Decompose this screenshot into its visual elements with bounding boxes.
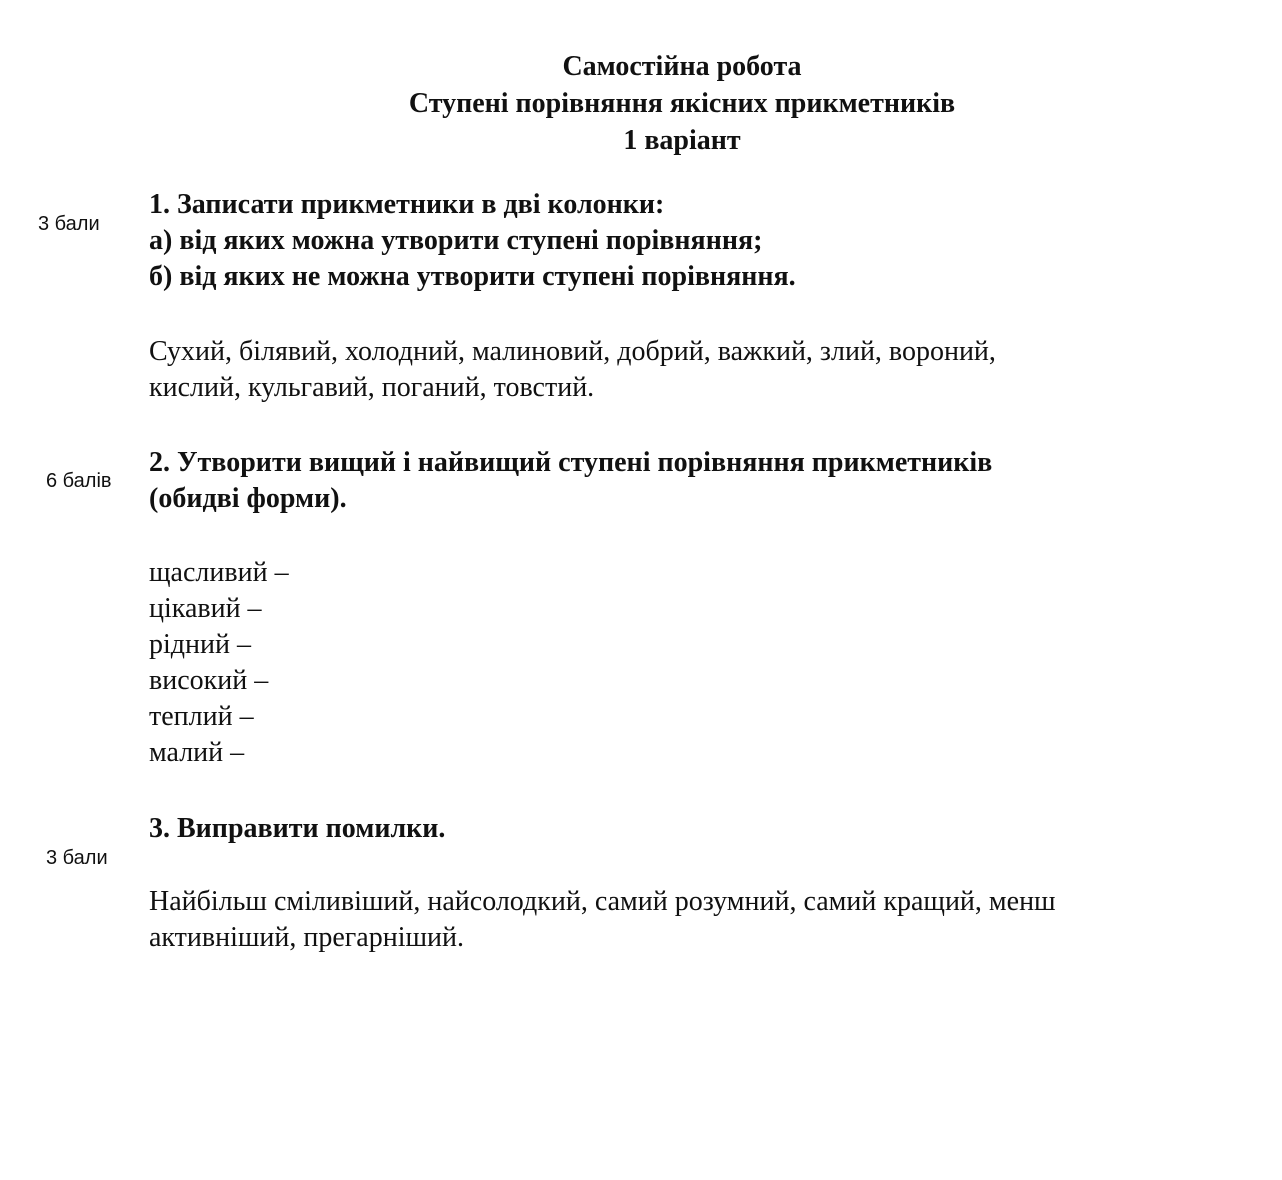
task-2-word-item: цікавий – [149, 593, 262, 624]
task-2-points: 6 балів [46, 470, 112, 492]
task-3-sentence [149, 884, 1239, 956]
task-2-word-list [149, 555, 1239, 771]
task-1-heading: 1. Записати прикметники в дві колонки: [149, 189, 665, 220]
task-2-word-item: високий – [149, 665, 269, 696]
task-1-word-list [149, 334, 1239, 406]
task-2-heading-continued: (обидві форми). [149, 483, 347, 514]
task-1-word-line: кислий, кульгавий, поганий, товстий. [149, 372, 595, 403]
task-1-instructions [149, 187, 1239, 295]
task-2-word-item: малий – [149, 737, 245, 768]
task-1-word-line: Сухий, білявий, холодний, малиновий, добрий, важкий, злий, вороний, [149, 336, 996, 367]
task-2-word-item: рідний – [149, 629, 251, 660]
task-1-option-a: а) від яких можна утворити ступені порівняння; [149, 225, 763, 256]
task-2-instructions [149, 445, 1239, 517]
task-3-points: 3 бали [46, 847, 108, 869]
document-subtitle: Ступені порівняння якісних прикметників [408, 88, 956, 119]
task-3-heading: 3. Виправити помилки. [149, 813, 446, 844]
task-2-word-item: теплий – [149, 701, 254, 732]
document-title: Самостійна робота [562, 51, 802, 82]
task-1-points: 3 бали [38, 213, 100, 235]
task-3-sentence-line: активніший, прегарніший. [149, 922, 465, 953]
task-2-heading: 2. Утворити вищий і найвищий ступені порівняння прикметників [149, 447, 993, 478]
task-3-instructions [149, 811, 1239, 847]
task-3-sentence-line: Найбільш сміливіший, найсолодкий, самий розумний, самий кращий, менш [149, 886, 1056, 917]
task-1-option-b: б) від яких не можна утворити ступені порівняння. [149, 261, 796, 292]
task-2-word-item: щасливий – [149, 557, 289, 588]
variant-label: 1 варіант [623, 125, 741, 156]
